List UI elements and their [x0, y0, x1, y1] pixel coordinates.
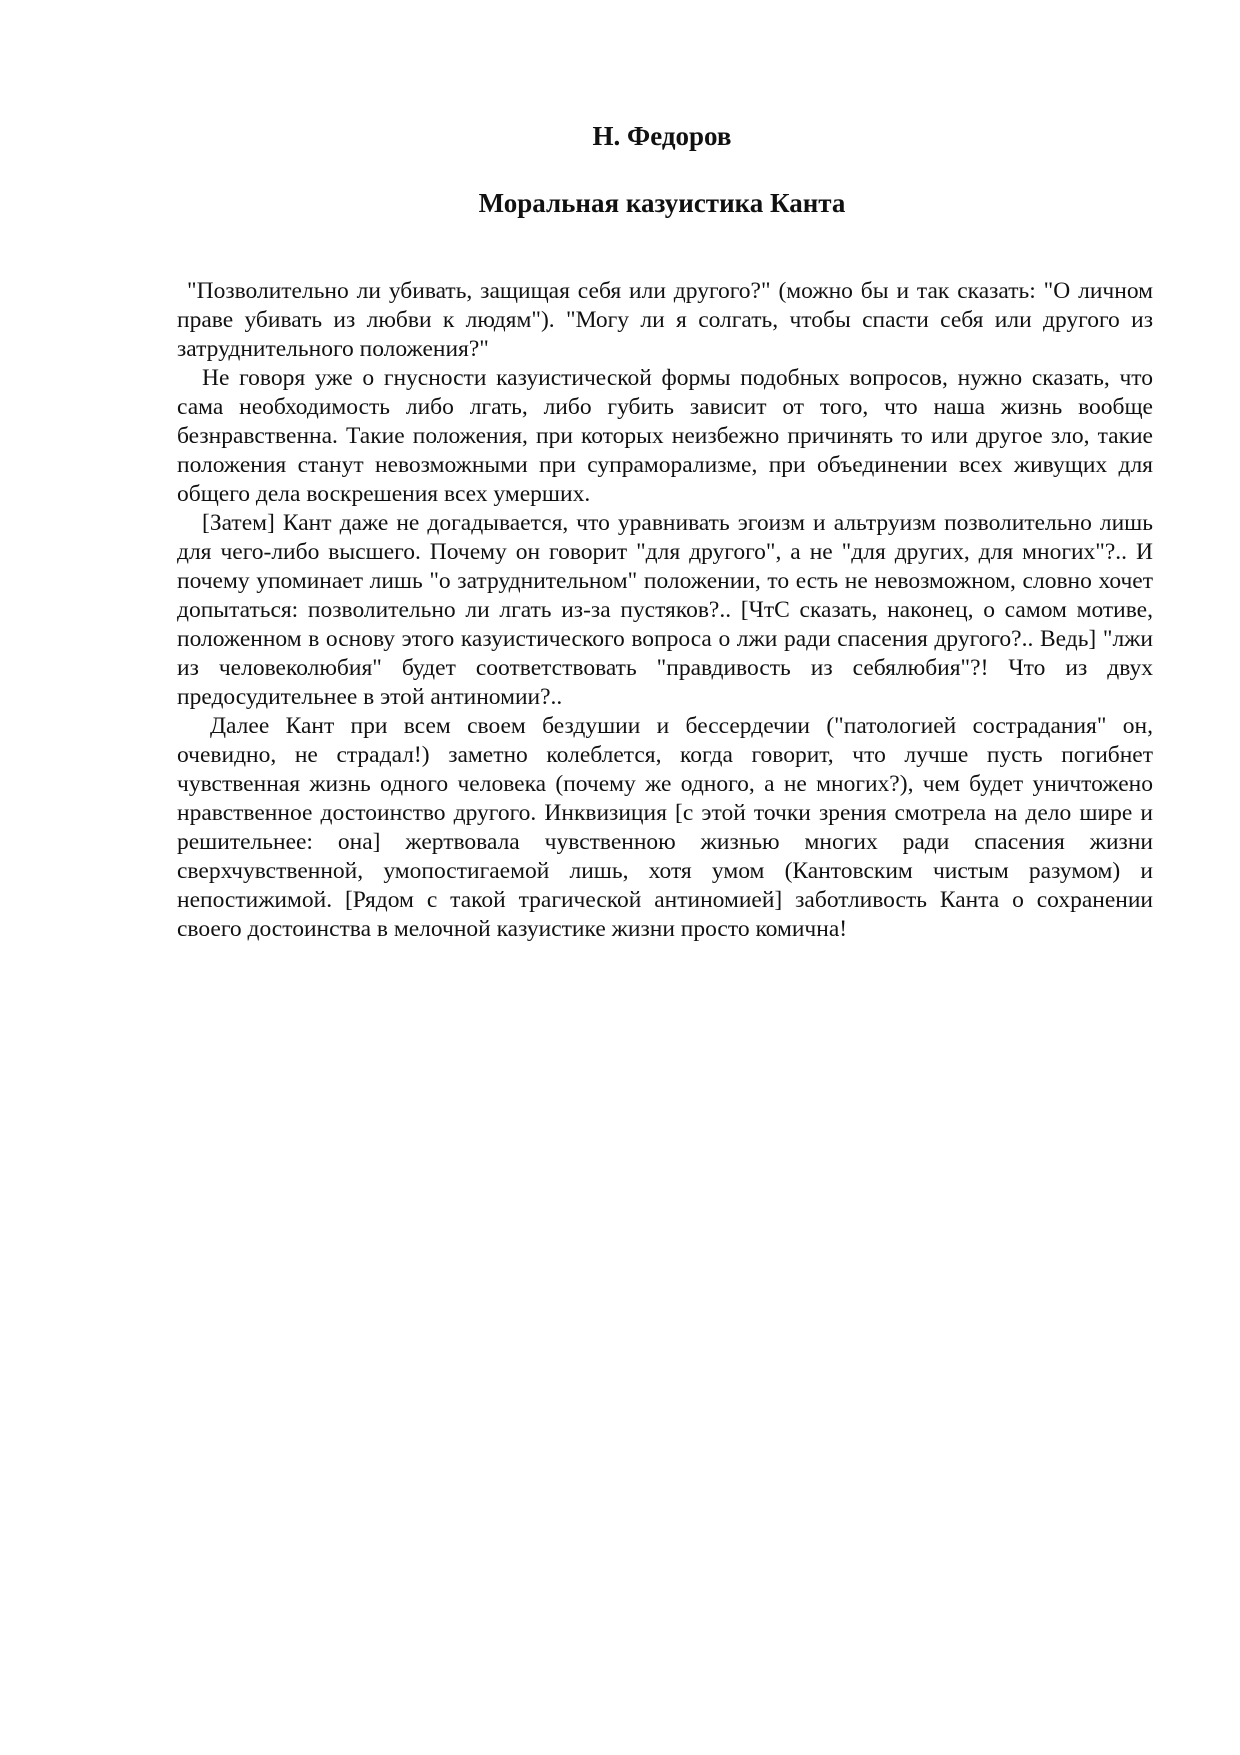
document-title: Моральная казуистика Канта	[478, 188, 846, 218]
author-heading: Н. Федоров	[592, 121, 732, 151]
document-body	[177, 277, 1153, 944]
paragraph-2: Не говоря уже о гнусности казуистической формы подобных вопросов, нужно сказать, что сама необходимость либо лгать, либо губить зависит от того, что наша жизнь вообще безнравственна. Такие положения, при которых неизбежно причинять то или другое зло, такие положения станут невозможными при супраморализме, при объединении всех живущих для общего дела воскрешения всех умерших.	[177, 365, 1153, 507]
paragraph-1: "Позволительно ли убивать, защищая себя или другого?" (можно бы и так сказать: "О личном праве убивать из любви к людям"). "Могу ли я солгать, чтобы спасти себя или другого из затруднительного положения?"	[177, 278, 1153, 362]
paragraph-3: [Затем] Кант даже не догадывается, что уравнивать эгоизм и альтруизм позволительно лишь для чего-либо высшего. Почему он говорит "для другого", а не "для других, для многих"?.. И почему упоминает лишь "о затруднительном" положении, то есть не невозможном, словно хочет допытаться: позволительно ли лгать из-за пустяков?.. [ЧтС сказать, наконец, о самом мотиве, положенном в основу этого казуистического вопроса о лжи ради спасения другого?.. Ведь] "лжи из человеколюбия" будет соответствовать "правдивость из себялюбия"?! Что из двух предосудительнее в этой антиномии?..	[177, 510, 1153, 710]
paragraph-4: Далее Кант при всем своем бездушии и бессердечии ("патологией сострадания" он, очевидно, не страдал!) заметно колеблется, когда говорит, что лучше пусть погибнет чувственная жизнь одного человека (почему же одного, а не многих?), чем будет уничтожено нравственное достоинство другого. Инквизиция [с этой точки зрения смотрела на дело шире и решительнее: она] жертвовала чувственною жизнью многих ради спасения жизни сверхчувственной, умопостигаемой лишь, хотя умом (Кантовским чистым разумом) и непостижимой. [Рядом с такой трагической антиномией] заботливость Канта о сохранении своего достоинства в мелочной казуистике жизни просто комична!	[177, 713, 1153, 942]
